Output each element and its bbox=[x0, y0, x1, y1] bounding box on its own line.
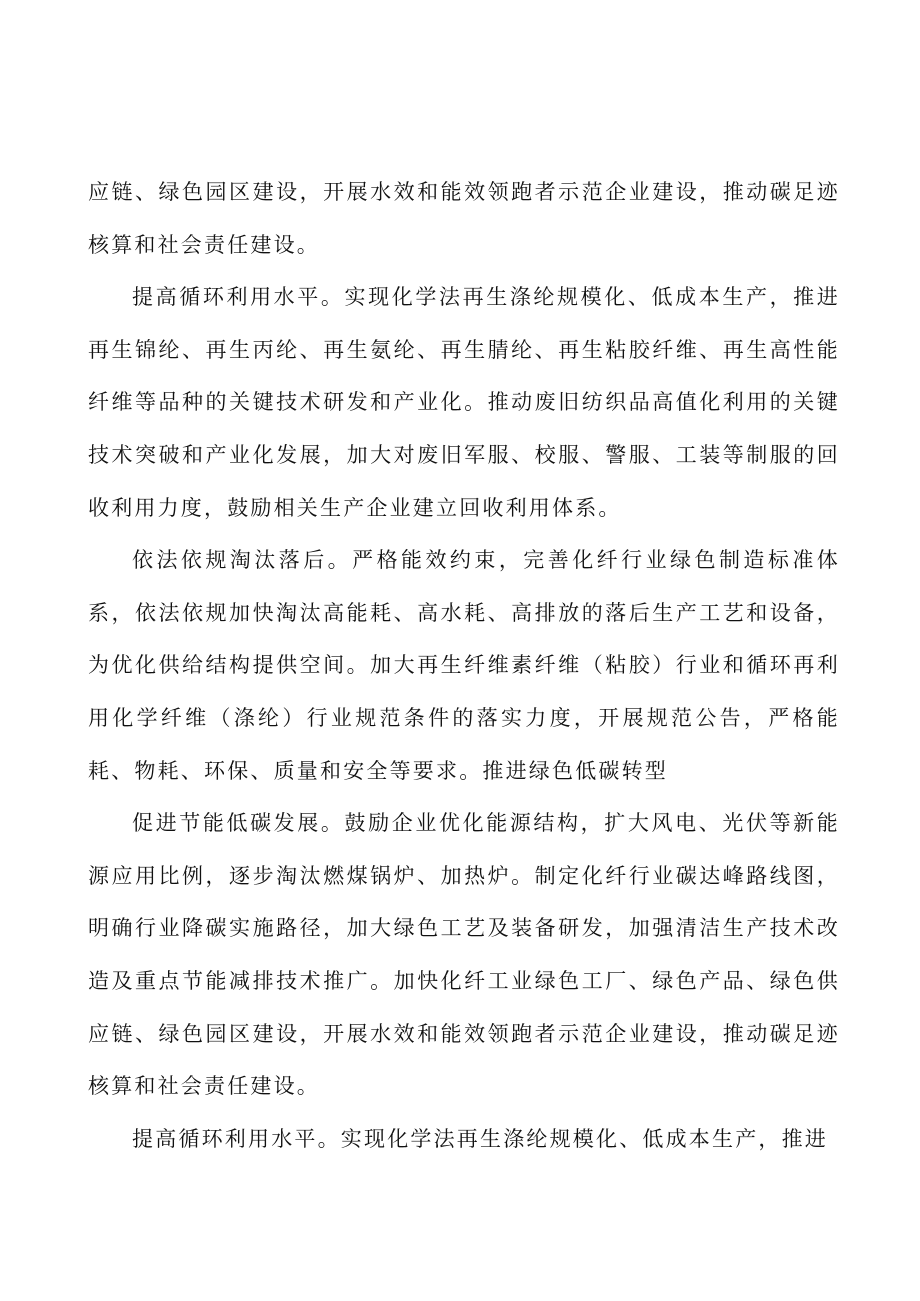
document-body bbox=[88, 166, 840, 1165]
paragraph-low-carbon: 促进节能低碳发展。鼓励企业优化能源结构，扩大风电、光伏等新能源应用比例，逐步淘汰燃煤锅炉、加热炉。制定化纤行业碳达峰路线图，明确行业降碳实施路径，加大绿色工艺及装备研发，加强清洁生产技术改造及重点节能减排技术推广。加快化纤工业绿色工厂、绿色产品、绿色供应链、绿色园区建设，开展水效和能效领跑者示范企业建设，推动碳足迹核算和社会责任建设。 bbox=[88, 811, 840, 1099]
paragraph-elimination: 依法依规淘汰落后。严格能效约束，完善化纤行业绿色制造标准体系，依法依规加快淘汰高能耗、高水耗、高排放的落后生产工艺和设备，为优化供给结构提供空间。加大再生纤维素纤维（粘胶）行业和循环再利用化学纤维（涤纶）行业规范条件的落实力度，开展规范公告，严格能耗、物耗、环保、质量和安全等要求。推进绿色低碳转型 bbox=[88, 548, 840, 783]
paragraph-recycling: 提高循环利用水平。实现化学法再生涤纶规模化、低成本生产，推进再生锦纶、再生丙纶、再生氨纶、再生腈纶、再生粘胶纤维、再生高性能纤维等品种的关键技术研发和产业化。推动废旧纺织品高值化利用的关键技术突破和产业化发展，加大对废旧军服、校服、警服、工装等制服的回收利用力度，鼓励相关生产企业建立回收利用体系。 bbox=[88, 285, 840, 520]
paragraph-continuation: 应链、绿色园区建设，开展水效和能效领跑者示范企业建设，推动碳足迹核算和社会责任建设。 bbox=[88, 180, 840, 257]
paragraph-recycling-repeat: 提高循环利用水平。实现化学法再生涤纶规模化、低成本生产，推进 bbox=[132, 1126, 828, 1151]
